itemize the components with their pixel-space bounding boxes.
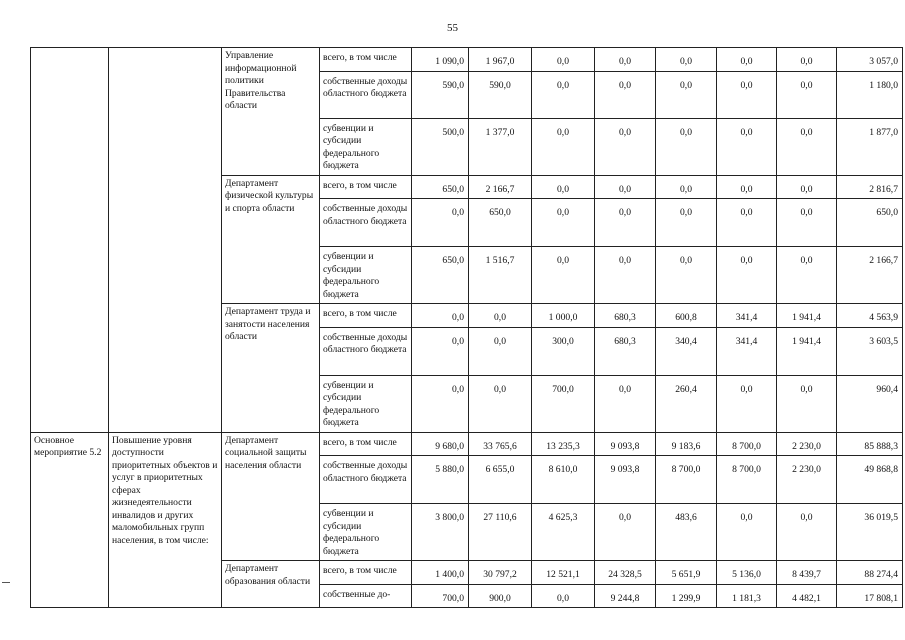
- value-cell: 3 057,0: [837, 48, 903, 72]
- value-cell: 0,0: [656, 71, 717, 118]
- value-cell: 5 651,9: [656, 561, 717, 585]
- value-cell: 9 680,0: [412, 432, 469, 456]
- value-cell: 6 655,0: [469, 456, 532, 504]
- value-cell: 0,0: [595, 247, 656, 304]
- value-cell: 0,0: [656, 199, 717, 247]
- value-cell: 9 244,8: [595, 584, 656, 608]
- value-cell: 3 800,0: [412, 504, 469, 561]
- value-cell: 0,0: [717, 71, 777, 118]
- value-cell: 650,0: [412, 247, 469, 304]
- value-cell: 0,0: [777, 48, 837, 72]
- funding-type-cell: всего, в том числе: [320, 561, 412, 585]
- description-cell: Повышение уровня доступности приоритетных объектов и услуг в приоритетных сферах жизнедеятельности инвалидов и других маломобильных групп населения, в том числе:: [109, 432, 222, 608]
- value-cell: 2 816,7: [837, 175, 903, 199]
- value-cell: 4 625,3: [532, 504, 595, 561]
- value-cell: 8 700,0: [717, 456, 777, 504]
- value-cell: 0,0: [532, 175, 595, 199]
- value-cell: 24 328,5: [595, 561, 656, 585]
- value-cell: 1 090,0: [412, 48, 469, 72]
- funding-type-cell: субвенции и субсидии федерального бюджета: [320, 118, 412, 175]
- value-cell: 0,0: [469, 375, 532, 432]
- value-cell: 0,0: [532, 118, 595, 175]
- value-cell: 0,0: [656, 247, 717, 304]
- value-cell: 0,0: [777, 175, 837, 199]
- value-cell: 5 136,0: [717, 561, 777, 585]
- value-cell: 700,0: [532, 375, 595, 432]
- value-cell: 900,0: [469, 584, 532, 608]
- value-cell: 0,0: [656, 48, 717, 72]
- value-cell: 0,0: [777, 504, 837, 561]
- value-cell: 1 877,0: [837, 118, 903, 175]
- value-cell: 0,0: [777, 375, 837, 432]
- value-cell: 0,0: [412, 375, 469, 432]
- executor-cell: Управление информационной политики Правительства области: [222, 48, 320, 176]
- executor-cell: Департамент образования области: [222, 561, 320, 608]
- executor-cell: Департамент физической культуры и спорта области: [222, 175, 320, 304]
- value-cell: 49 868,8: [837, 456, 903, 504]
- value-cell: 2 230,0: [777, 456, 837, 504]
- funding-type-cell: собственные доходы областного бюджета: [320, 71, 412, 118]
- value-cell: 590,0: [469, 71, 532, 118]
- value-cell: 341,4: [717, 327, 777, 375]
- value-cell: 0,0: [595, 175, 656, 199]
- value-cell: 2 166,7: [837, 247, 903, 304]
- value-cell: 1 941,4: [777, 304, 837, 328]
- value-cell: 0,0: [717, 375, 777, 432]
- value-cell: 1 967,0: [469, 48, 532, 72]
- table-row: [31, 432, 903, 456]
- value-cell: 0,0: [532, 247, 595, 304]
- value-cell: 650,0: [412, 175, 469, 199]
- value-cell: 0,0: [595, 375, 656, 432]
- value-cell: 1 181,3: [717, 584, 777, 608]
- description-cell: [109, 48, 222, 433]
- value-cell: 85 888,3: [837, 432, 903, 456]
- value-cell: 300,0: [532, 327, 595, 375]
- value-cell: 500,0: [412, 118, 469, 175]
- value-cell: 0,0: [717, 48, 777, 72]
- value-cell: 0,0: [717, 247, 777, 304]
- value-cell: 9 183,6: [656, 432, 717, 456]
- value-cell: 1 299,9: [656, 584, 717, 608]
- value-cell: 0,0: [717, 118, 777, 175]
- value-cell: 12 521,1: [532, 561, 595, 585]
- value-cell: 8 700,0: [656, 456, 717, 504]
- value-cell: 340,4: [656, 327, 717, 375]
- funding-type-cell: субвенции и субсидии федерального бюджета: [320, 247, 412, 304]
- funding-type-cell: всего, в том числе: [320, 175, 412, 199]
- value-cell: 0,0: [469, 327, 532, 375]
- value-cell: 1 377,0: [469, 118, 532, 175]
- value-cell: 0,0: [532, 584, 595, 608]
- funding-type-cell: всего, в том числе: [320, 304, 412, 328]
- measure-cell: [31, 48, 109, 433]
- value-cell: 8 610,0: [532, 456, 595, 504]
- funding-type-cell: собственные доходы областного бюджета: [320, 327, 412, 375]
- value-cell: 0,0: [595, 48, 656, 72]
- margin-mark: [2, 582, 10, 583]
- funding-type-cell: всего, в том числе: [320, 432, 412, 456]
- value-cell: 0,0: [777, 199, 837, 247]
- value-cell: 650,0: [837, 199, 903, 247]
- value-cell: 680,3: [595, 304, 656, 328]
- value-cell: 680,3: [595, 327, 656, 375]
- funding-type-cell: субвенции и субсидии федерального бюджета: [320, 504, 412, 561]
- value-cell: 590,0: [412, 71, 469, 118]
- value-cell: 33 765,6: [469, 432, 532, 456]
- value-cell: 1 941,4: [777, 327, 837, 375]
- funding-type-cell: всего, в том числе: [320, 48, 412, 72]
- value-cell: 0,0: [595, 71, 656, 118]
- value-cell: 8 700,0: [717, 432, 777, 456]
- value-cell: 1 516,7: [469, 247, 532, 304]
- value-cell: 0,0: [412, 199, 469, 247]
- value-cell: 0,0: [777, 247, 837, 304]
- value-cell: 0,0: [777, 71, 837, 118]
- value-cell: 9 093,8: [595, 456, 656, 504]
- value-cell: 1 400,0: [412, 561, 469, 585]
- value-cell: 0,0: [532, 48, 595, 72]
- value-cell: 4 563,9: [837, 304, 903, 328]
- value-cell: 0,0: [412, 327, 469, 375]
- value-cell: 0,0: [656, 175, 717, 199]
- value-cell: 0,0: [777, 118, 837, 175]
- value-cell: 36 019,5: [837, 504, 903, 561]
- value-cell: 1 000,0: [532, 304, 595, 328]
- value-cell: 0,0: [717, 175, 777, 199]
- page-number: 55: [447, 22, 458, 34]
- value-cell: 600,8: [656, 304, 717, 328]
- value-cell: 0,0: [595, 118, 656, 175]
- value-cell: 9 093,8: [595, 432, 656, 456]
- value-cell: 341,4: [717, 304, 777, 328]
- funding-type-cell: субвенции и субсидии федерального бюджета: [320, 375, 412, 432]
- value-cell: 13 235,3: [532, 432, 595, 456]
- value-cell: 260,4: [656, 375, 717, 432]
- value-cell: 0,0: [717, 199, 777, 247]
- value-cell: 0,0: [595, 199, 656, 247]
- value-cell: 0,0: [656, 118, 717, 175]
- value-cell: 0,0: [717, 504, 777, 561]
- value-cell: 0,0: [532, 71, 595, 118]
- table-row: [31, 48, 903, 72]
- funding-type-cell: собственные доходы областного бюджета: [320, 456, 412, 504]
- executor-cell: Департамент социальной защиты населения области: [222, 432, 320, 561]
- value-cell: 650,0: [469, 199, 532, 247]
- value-cell: 700,0: [412, 584, 469, 608]
- value-cell: 30 797,2: [469, 561, 532, 585]
- value-cell: 27 110,6: [469, 504, 532, 561]
- budget-table: [30, 47, 903, 608]
- measure-cell: Основное мероприятие 5.2: [31, 432, 109, 608]
- value-cell: 483,6: [656, 504, 717, 561]
- value-cell: 0,0: [469, 304, 532, 328]
- value-cell: 2 166,7: [469, 175, 532, 199]
- value-cell: 3 603,5: [837, 327, 903, 375]
- value-cell: 960,4: [837, 375, 903, 432]
- executor-cell: Департамент труда и занятости населения области: [222, 304, 320, 433]
- value-cell: 1 180,0: [837, 71, 903, 118]
- value-cell: 88 274,4: [837, 561, 903, 585]
- value-cell: 2 230,0: [777, 432, 837, 456]
- value-cell: 4 482,1: [777, 584, 837, 608]
- value-cell: 5 880,0: [412, 456, 469, 504]
- value-cell: 0,0: [595, 504, 656, 561]
- value-cell: 17 808,1: [837, 584, 903, 608]
- value-cell: 0,0: [412, 304, 469, 328]
- funding-type-cell: собственные доходы областного бюджета: [320, 199, 412, 247]
- value-cell: 0,0: [532, 199, 595, 247]
- funding-type-cell: собственные до-: [320, 584, 412, 608]
- value-cell: 8 439,7: [777, 561, 837, 585]
